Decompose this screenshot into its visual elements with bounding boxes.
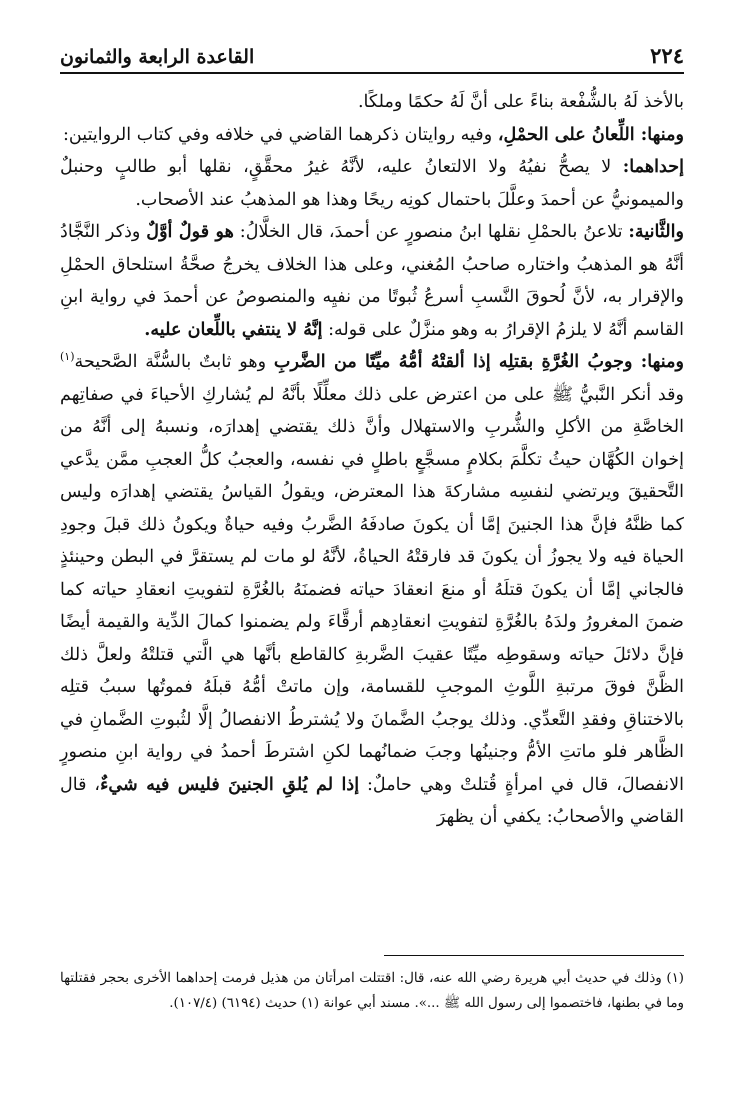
paragraph-4-quote-b: إنَّهُ لا ينتفي باللِّعان عليه.	[144, 318, 323, 340]
paragraph-4	[60, 216, 684, 346]
paragraph-4-quote-a: هو قولٌ أوَّلٌ	[146, 221, 234, 242]
paragraph-4-text-a: تلاعنُ بالحمْلِ نقلها ابنُ منصورٍ عن أحمدَ، قال الخلَّالُ:	[233, 222, 629, 242]
footnote-divider	[384, 955, 684, 956]
paragraph-3-lead: إحداهما:	[622, 156, 684, 177]
paragraph-4-text-b: وذكر النَّجَّادُ أنَّهُ هو المذهبُ واختاره صاحبُ المُغني، وعلى هذا الخلاف يخرجُ صحَّةُ استلحاق الحمْلِ والإقرار به، لأنَّ لُحوقَ النَّسبِ أسرعُ ثُبوتًا من نفيِه والمنصوصُ عن أحمدَ في رواية ابنِ القاسم أنَّهُ لا يلزمُ الإقرارُ به وهو منزَّلٌ على قوله:	[60, 222, 684, 340]
paragraph-5-text-c: ، قال القاضي والأصحابُ: يكفي أن يظهرَ	[60, 774, 684, 827]
paragraph-3-text: لا يصحُّ نفيُهُ ولا الالتعانُ عليه، لأنَّهُ غيرُ محقَّقٍ، نقلها أبو طالبٍ وحنبلٌ والميمونيُّ عن أحمدَ وعلَّلَ باحتمال كونِه ريحًا وهذا هو المذهبُ عند الأصحاب.	[60, 157, 684, 210]
paragraph-1	[60, 86, 684, 119]
footnotes	[60, 966, 684, 1016]
running-title: القاعدة الرابعة والثمانون	[60, 46, 255, 68]
paragraph-2-text: وفيه روايتان ذكرهما القاضي في خلافه وفي كتاب الروايتين:	[62, 124, 498, 145]
footnote-1: (١) وذلك في حديث أبي هريرة رضي الله عنه، قال: اقتتلت امرأتان من هذيل فرمت إحداهما الأخرى بحجر فقتلتها وما في بطنها، فاختصموا إلى رسول الله ﷺ ...». مسند أبي عوانة (١) حديث (٦١٩٤) (١٠٧/٤).	[60, 971, 684, 1011]
footnote-marker[interactable]: (١)	[60, 350, 75, 364]
paragraph-2-lead: ومنها: اللِّعانُ على الحمْلِ،	[497, 123, 684, 145]
main-text	[60, 86, 684, 834]
paragraph-5-text-a: وهو ثابتٌ بالسُّنَّة الصَّحيحة	[74, 352, 274, 372]
page-number: ٢٢٤	[650, 43, 684, 68]
paragraph-5-quote: إذا لم يُلقِ الجنينَ فليس فيه شيءٌ	[100, 773, 360, 795]
paragraph-5-text-b: وقد أنكر النَّبيُّ ﷺ على من اعترض على ذلك معلِّلًا بأنَّهُ لم يُشاركِ الأحياءَ في صفاتِهم الخاصَّةِ من الأكلِ والشُّربِ والاستهلال وأنَّ ذلك يقتضي إهدارَه، ونسبهُ إلى أنَّهُ من إخوان الكُهَّان حيثُ تكلَّمَ بكلامٍ مسجَّعٍ باطلٍ في نفسه، والعجبُ كلُّ العجبِ ممَّن يدَّعي التَّحقيقَ ويرتضي لنفسِه مشاركةَ هذا المعترض، ويقولُ القياسُ يقتضي إهدارَه وليس كما ظنَّهُ فإنَّ هذا الجنينَ إمَّا أن يكونَ صادفَهُ الضَّربُ وفيه حياةٌ ويكونُ ذلك قبلَ وجودِ الحياة فيه ولا يجوزُ أن يكونَ قد فارقتْهُ الحياةُ، لأنَّهُ لو مات لم يستقرَّ في البطن وحينئذٍ فالجاني إمَّا أن يكونَ قتلَهُ أو منعَ انعقادَ حياته فضمنَهُ بالغُرَّةِ لتفويتِ انعقادِ حياته كما ضمنَ المغرورُ ولدَهُ بالغُرَّةِ لتفويتِ انعقادِهم أرقَّاءَ ولم يضمنوا كمالَ الدِّية والقيمة أيضًا فإنَّ دلائلَ حياته وسقوطِه ميِّتًا عقيبَ الضَّربةِ كالقاطع بأنَّها هي الَّتي قتلتْهُ ولعلَّ ذلك الظَّنَّ فوقَ مرتبةِ اللَّوثِ الموجبِ للقسامة، وإن ماتتْ أمُّهُ قبلَهُ فموتُها سببُ قتلِه بالاختناقِ وفقدِ التَّعدِّي. وذلك يوجبُ الضَّمانَ ولا يُشترطُ الانفصالُ إلَّا لثُبوتِ الضَّمانِ في الظَّاهر فلو ماتتِ الأمُّ وجنينُها وجبَ ضمانُهما لكنِ اشترطَ أحمدُ في رواية ابنِ منصورٍ الانفصالَ، قال في امرأةٍ قُتلتْ وهي حاملٌ:	[60, 384, 685, 795]
paragraph-5	[60, 346, 684, 834]
page-header	[60, 36, 684, 74]
paragraph-5-lead: ومنها: وجوبُ الغُرَّةِ بقتلِه إذا ألقتْهُ أمُّهُ ميِّتًا من الضَّربِ	[273, 351, 684, 372]
paragraph-3	[60, 151, 684, 216]
paragraph-4-lead: والثَّانية:	[628, 221, 684, 242]
paragraph-2	[60, 119, 684, 152]
paragraph-1-text: بالأخذ لَهُ بالشُّفْعة بناءً على أنَّ لَهُ حكمًا وملكًا.	[357, 92, 684, 112]
